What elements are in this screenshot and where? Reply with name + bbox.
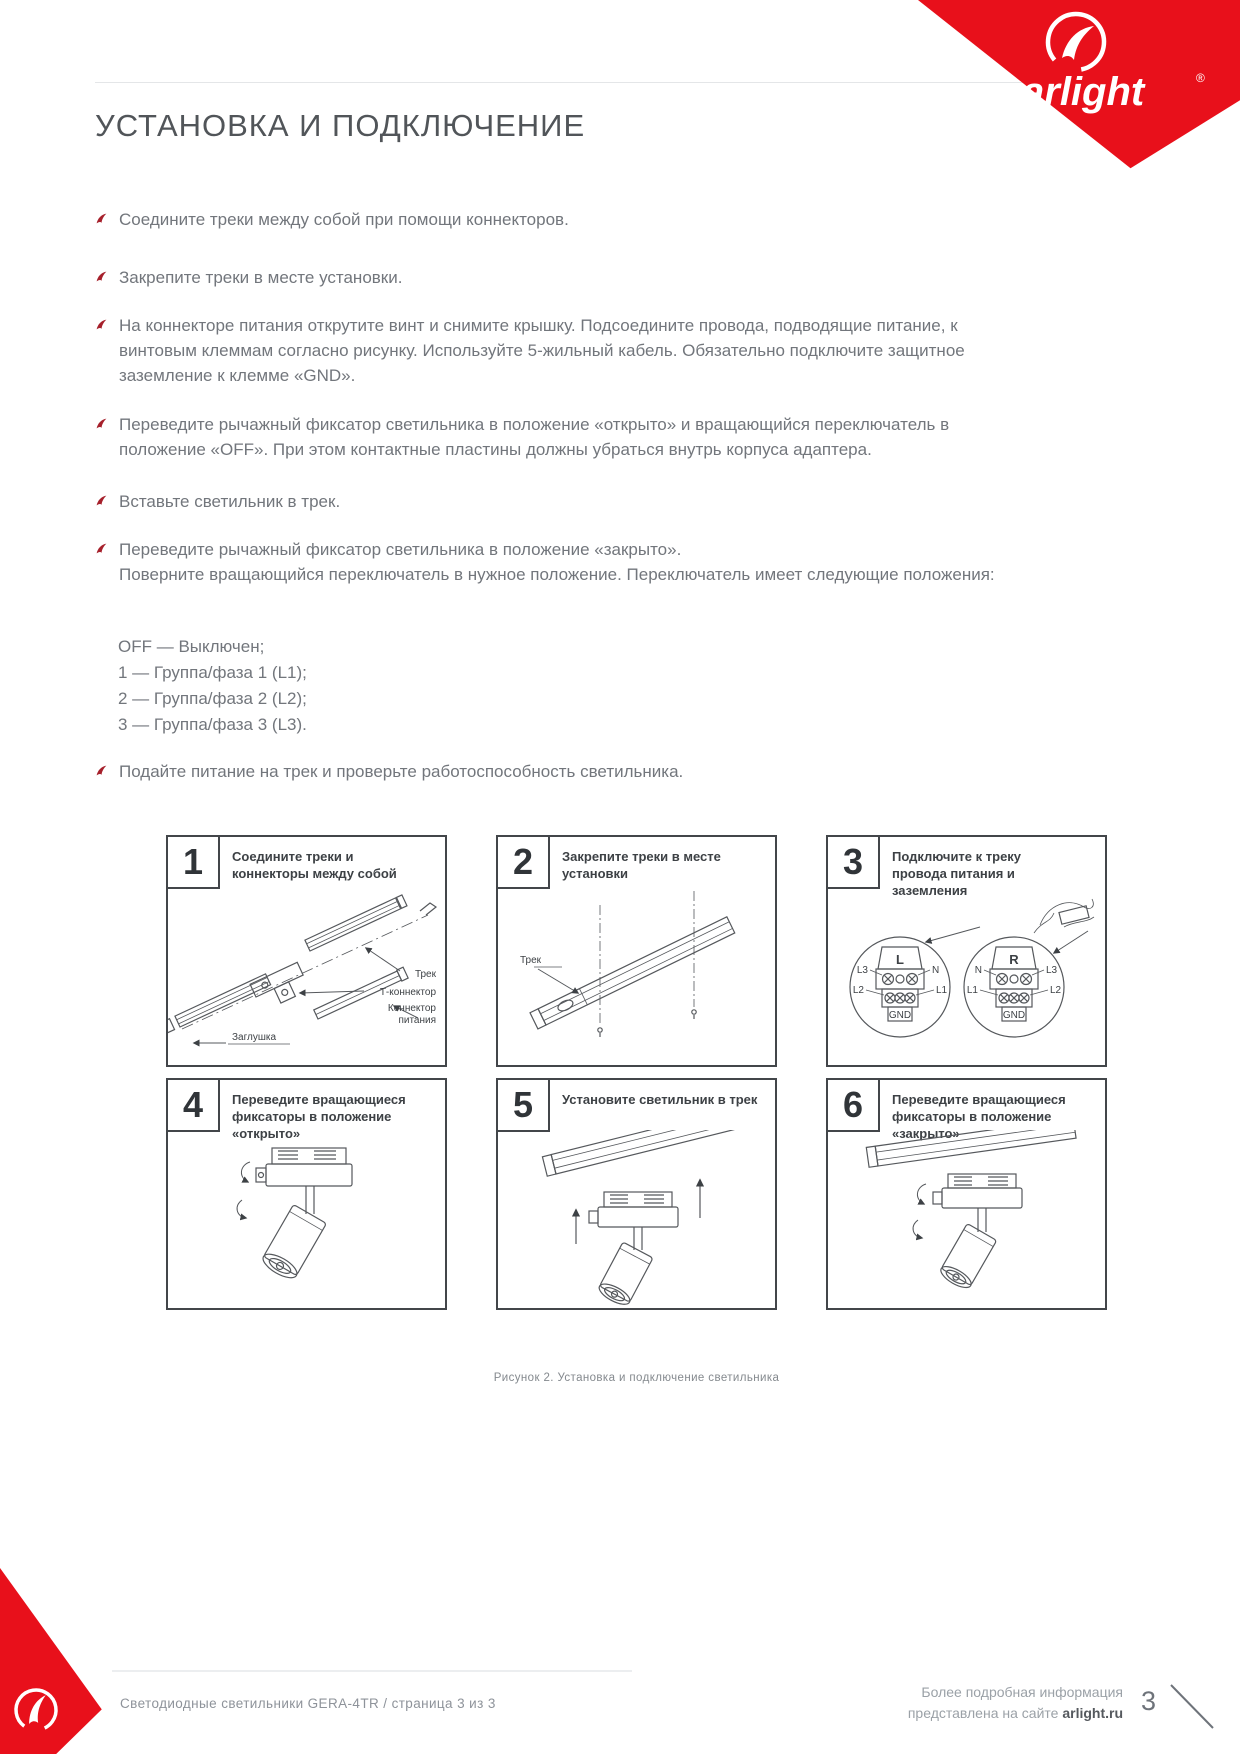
footer-info-line1: Более подробная информация (921, 1684, 1123, 1700)
footer-info-prefix: представлена на сайте (907, 1705, 1063, 1721)
registered-mark: ® (1196, 71, 1205, 85)
step-box-5 (496, 1078, 777, 1310)
label-n: N (974, 965, 982, 976)
step-title: Подключите к треку провода питания и заземления (892, 849, 1022, 898)
bullet-item (95, 759, 1040, 784)
bullet-item (95, 537, 1040, 587)
label-gnd: GND (888, 1010, 912, 1021)
step-title: Установите светильник в трек (562, 1092, 758, 1107)
label-l3: L3 (856, 965, 868, 976)
installation-figure (166, 835, 1107, 1310)
label-l1: L1 (966, 985, 978, 996)
switch-position-off: OFF — Выключен; (118, 637, 265, 656)
label-track: Трек (414, 969, 436, 980)
label-power-connector: питания (398, 1015, 436, 1026)
bullet-arrow-icon (95, 207, 108, 225)
bullet-text: Соедините треки между собой при помощи коннекторов. (119, 210, 569, 229)
step-box-2 (496, 835, 777, 1067)
fixture-close-latch-diagram-icon (828, 1130, 1105, 1306)
page-title: УСТАНОВКА И ПОДКЛЮЧЕНИЕ (95, 108, 586, 143)
bullet-text: Закрепите треки в месте установки. (119, 268, 403, 287)
label-l2: L2 (852, 985, 864, 996)
label-t-connector: Т-коннектор (379, 987, 436, 998)
page-number-slash-icon (1168, 1682, 1218, 1732)
figure-caption: Рисунок 2. Установка и подключение светильника (493, 1372, 780, 1384)
bullet-arrow-icon (95, 489, 108, 507)
label-gnd: GND (1002, 1010, 1026, 1021)
label-n: N (932, 965, 940, 976)
wiring-diagram-icon (828, 887, 1105, 1063)
footer-site-link[interactable]: arlight.ru (1062, 1705, 1123, 1721)
bullet-item (95, 412, 1040, 462)
step-title: Переведите вращающиеся фиксаторы в положение «закрыто» (892, 1092, 1066, 1141)
label-end-cap: Заглушка (232, 1032, 277, 1043)
step-number: 4 (166, 1078, 220, 1132)
footer-info (908, 1682, 1123, 1724)
track-connectors-diagram-icon (168, 887, 445, 1063)
switch-position-1: 1 — Группа/фаза 1 (L1); (118, 663, 307, 682)
step-number: 2 (496, 835, 550, 889)
bullet-text: На коннекторе питания открутите винт и снимите крышку. Подсоедините провода, подводящие питание, к винтовым клеммам согласно рисунку. Используйте 5-жильный кабель. Обязательно подключите защитное заземление к клемме «GND». (119, 316, 965, 385)
bullet-item (95, 313, 1040, 388)
step-number: 5 (496, 1078, 550, 1132)
bullet-item (95, 489, 1040, 514)
label-track: Трек (520, 955, 542, 966)
footer-info-line2 (908, 1703, 1123, 1724)
label-left-adapter: L (896, 952, 904, 967)
step-title: Переведите вращающиеся фиксаторы в положение «открыто» (232, 1092, 406, 1141)
fixture-open-latch-diagram-icon (168, 1130, 445, 1306)
step-title: Закрепите треки в месте установки (562, 849, 721, 881)
bullet-arrow-icon (95, 265, 108, 283)
label-right-adapter: R (1009, 952, 1019, 967)
step-title: Соедините треки и коннекторы между собой (232, 849, 397, 881)
bullet-arrow-icon (95, 759, 108, 777)
step-box-4 (166, 1078, 447, 1310)
footer-document-title: Светодиодные светильники GERA-4TR / страница 3 из 3 (120, 1696, 496, 1711)
bullet-text (119, 537, 995, 587)
label-power-connector: Коннектор (387, 1003, 436, 1014)
switch-position-3: 3 — Группа/фаза 3 (L3). (118, 715, 307, 734)
bullet-arrow-icon (95, 537, 108, 555)
bullet-arrow-icon (95, 313, 108, 331)
footer-divider (112, 1670, 632, 1672)
page-number: 3 (1141, 1686, 1157, 1716)
bullet-line: Переведите рычажный фиксатор светильника в положение «закрыто». (119, 540, 682, 559)
track-mounting-diagram-icon (498, 887, 775, 1063)
insert-fixture-diagram-icon (498, 1130, 775, 1306)
header-divider (95, 82, 1150, 83)
step-box-6 (826, 1078, 1107, 1310)
step-number: 6 (826, 1078, 880, 1132)
label-l1: L1 (936, 985, 948, 996)
bullet-arrow-icon (95, 412, 108, 430)
label-l2: L2 (1050, 985, 1062, 996)
bullet-item (95, 207, 1040, 232)
bullet-text: Вставьте светильник в трек. (119, 492, 341, 511)
arlight-logo (1014, 6, 1224, 116)
label-l3: L3 (1046, 965, 1058, 976)
step-box-3 (826, 835, 1107, 1067)
step-number: 3 (826, 835, 880, 889)
bullet-text: Переведите рычажный фиксатор светильника в положение «открыто» и вращающийся переключатель в положение «OFF». При этом контактные пластины должны убраться внутрь корпуса адаптера. (119, 415, 950, 459)
bullet-line: Поверните вращающийся переключатель в нужное положение. Переключатель имеет следующие положения: (119, 565, 995, 584)
step-number: 1 (166, 835, 220, 889)
switch-position-2: 2 — Группа/фаза 2 (L2); (118, 689, 307, 708)
arlight-wordmark: arlight (1022, 70, 1145, 114)
bullet-item (95, 265, 1040, 290)
step-box-1 (166, 835, 447, 1067)
bullet-text: Подайте питание на трек и проверьте работоспособность светильника. (119, 762, 684, 781)
